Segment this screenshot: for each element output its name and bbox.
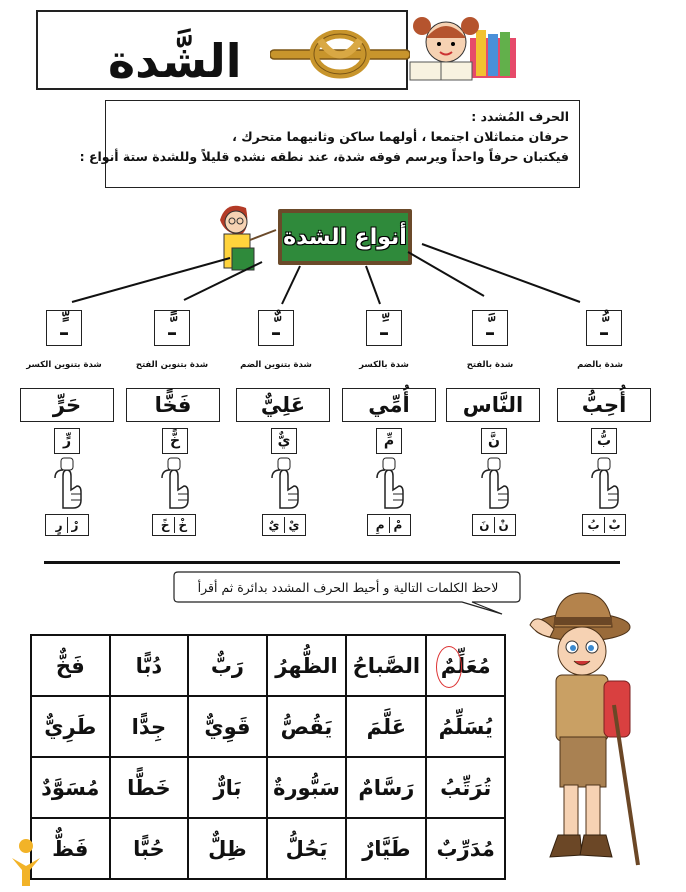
shadda-mark-damma: ـُّ [586, 310, 622, 346]
explorer-boy-icon [520, 585, 680, 875]
letter-breakdown: مْ مِ [367, 514, 411, 536]
word-cell[interactable]: يُسَلِّمُ [426, 696, 505, 757]
shadda-type-label: شدة بالفتح [466, 360, 514, 370]
letter-breakdown: يْ يٌ [262, 514, 306, 536]
word-cell[interactable]: طَيَّارٌ [346, 818, 426, 879]
shadda-letter: نَّ [481, 428, 507, 454]
letter-breakdown: رْ رٍ [45, 514, 89, 536]
word-cell[interactable]: يَحُلُّ [267, 818, 347, 879]
shadda-letter: بُّ [591, 428, 617, 454]
board-title: أنواع الشدة [283, 224, 407, 250]
shadda-letter: مِّ [376, 428, 402, 454]
shadda-type-label: شدة بالضم [577, 360, 623, 370]
word-cell[interactable]: دُبًّا [110, 635, 189, 696]
word-cell[interactable]: فَظٌّ [31, 818, 110, 879]
table-row [31, 757, 505, 818]
letter-breakdown: نْ نَ [472, 514, 516, 536]
definition-line: فيكتبان حرفاً واحداً ويرسم فوقه شدة، عند نطقه نشده قليلاً وللشدة ستة أنواع : [79, 149, 569, 164]
table-row [31, 696, 505, 757]
table-row [31, 818, 505, 879]
word-cell[interactable]: فَخٌّ [31, 635, 110, 696]
example-word: فَخًّا [126, 388, 220, 422]
shadda-mark-tanween-damm: ـٌّ [258, 310, 294, 346]
pointing-hand-icon [51, 456, 83, 510]
word-cell[interactable]: الظُّهرُ [267, 635, 347, 696]
word-cell[interactable]: قَوِيٌّ [188, 696, 267, 757]
word-cell[interactable]: مُسَوَّدٌ [31, 757, 110, 818]
letter-breakdown: بْ بُ [582, 514, 626, 536]
pointing-hand-icon [268, 456, 300, 510]
word-cell[interactable]: بَارٌّ [188, 757, 267, 818]
word-cell[interactable]: مُعَلِّمٌ [426, 635, 505, 696]
shadda-letter: رٍّ [54, 428, 80, 454]
pointing-hand-icon [158, 456, 190, 510]
word-cell[interactable]: تُرَتِّبُ [426, 757, 505, 818]
shadda-mark-tanween-fath: ـًّ [154, 310, 190, 346]
pointing-hand-icon [478, 456, 510, 510]
pointing-hand-icon [373, 456, 405, 510]
word-cell[interactable]: عَلَّمَ [346, 696, 426, 757]
definition-line: حرفان متماثلان اجتمعا ، أولهما ساكن وثانيهما متحرك ، [232, 129, 569, 144]
shadda-type-label: شدة بتنوين الضم [240, 360, 312, 370]
table-row [31, 635, 505, 696]
word-cell[interactable]: رَبٌّ [188, 635, 267, 696]
word-cell[interactable]: جِدًّا [110, 696, 189, 757]
word-cell[interactable]: ظِلٌّ [188, 818, 267, 879]
word-cell[interactable]: خَطًّا [110, 757, 189, 818]
word-cell[interactable]: يَقُصُّ [267, 696, 347, 757]
logo-icon [8, 836, 44, 888]
shadda-type-label: شدة بالكسر [359, 360, 409, 370]
example-word: النَّاس [446, 388, 540, 422]
section-divider [44, 561, 620, 564]
shadda-mark-tanween-kasr: ـٍّ [46, 310, 82, 346]
word-cell[interactable]: الصَّباحُ [346, 635, 426, 696]
shadda-letter: يٌّ [271, 428, 297, 454]
word-cell[interactable]: رَسَّامٌ [346, 757, 426, 818]
word-cell[interactable]: طَرِيٌّ [31, 696, 110, 757]
shadda-mark-fatha: ـَّ [472, 310, 508, 346]
shadda-mark-kasra: ـِّ [366, 310, 402, 346]
word-cell[interactable]: حُبًّا [110, 818, 189, 879]
shadda-letter: خًّ [162, 428, 188, 454]
example-circle-mark [436, 646, 462, 688]
shadda-type-label: شدة بتنوين الفتح [135, 360, 209, 370]
shadda-type-label: شدة بتنوين الكسر [26, 360, 102, 370]
example-word: أُحِبُّ [557, 388, 651, 422]
words-table [30, 634, 506, 880]
connector-lines [0, 0, 686, 320]
letter-breakdown: خْ خً [152, 514, 196, 536]
definition-heading: الحرف المُشدد : [471, 109, 569, 124]
word-cell[interactable]: مُدَرِّبٌ [426, 818, 505, 879]
word-cell[interactable]: سَبُّورةٌ [267, 757, 347, 818]
example-word: عَلِيٌّ [236, 388, 330, 422]
example-word: حَرٍّ [20, 388, 114, 422]
pointing-hand-icon [588, 456, 620, 510]
page-title: الشَّدة [108, 34, 242, 88]
example-word: أُمِّي [342, 388, 436, 422]
instruction-text: لاحظ الكلمات التالية و أحيط الحرف المشدد بدائرة ثم أقرأ [197, 580, 499, 595]
